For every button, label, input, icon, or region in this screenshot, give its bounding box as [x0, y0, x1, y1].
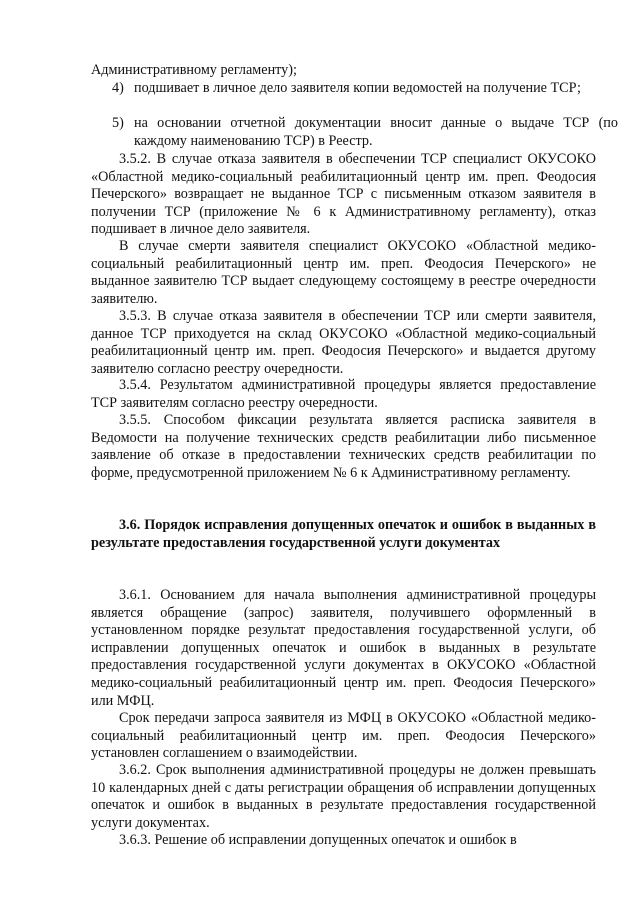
- list-item-text: подшивает в личное дело заявителя копии ведомостей на получение ТСР;: [134, 80, 582, 96]
- paragraph-3-5-2: 3.5.2. В случае отказа заявителя в обеспечении ТСР специалист ОКУСОКО «Областной медико-социальный реабилитационный центр им. преп. Феодосия Печерского» возвращает не выданное ТСР с письменным отказом заявителя в получении ТСР (приложение № 6 к Административному регламенту), отказ подшивает в личное дело заявителя.: [91, 151, 596, 238]
- paragraph-transfer-term: Срок передачи запроса заявителя из МФЦ в ОКУСОКО «Областной медико-социальный реабилитационный центр им. преп. Феодосия Печерского» установлен соглашением о взаимодействии.: [91, 710, 596, 762]
- list-item-4: [112, 80, 618, 98]
- list-item-text: на основании отчетной документации вносит данные о выдаче ТСР (по каждому наименованию ТСР) в Реестр.: [134, 115, 618, 149]
- list-item-5: [112, 115, 618, 150]
- paragraph-3-5-4: 3.5.4. Результатом административной процедуры является предоставление ТСР заявителям согласно реестру очередности.: [91, 377, 596, 411]
- paragraph-3-5-5: 3.5.5. Способом фиксации результата является расписка заявителя в Ведомости на получение технических средств реабилитации либо письменное заявление об отказе в предоставлении технических средств реабилитации по форме, предусмотренной приложением № 6 к Административному регламенту.: [91, 412, 596, 481]
- paragraph-continuation: Административному регламенту);: [91, 62, 297, 78]
- list-number: 5): [112, 115, 124, 131]
- paragraph-3-6-1: 3.6.1. Основанием для начала выполнения административной процедуры является обращение (запрос) заявителя, получившего оформленный в установленном порядке результат предоставления государственной услуги, об исправлении допущенных опечаток и ошибок в выданных в результате предоставления государственной услуги документах в ОКУСОКО «Областной медико-социальный реабилитационный центр им. преп. Феодосия Печерского» или МФЦ.: [91, 587, 596, 709]
- paragraph-3-6-3: 3.6.3. Решение об исправлении допущенных опечаток и ошибок в: [119, 832, 517, 848]
- section-heading-3-6: 3.6. Порядок исправления допущенных опечаток и ошибок в выданных в результате предоставления государственной услуги документах: [91, 517, 596, 551]
- paragraph-death-case: В случае смерти заявителя специалист ОКУСОКО «Областной медико-социальный реабилитационный центр им. преп. Феодосия Печерского» не выданное заявителю ТСР выдает следующему состоящему в реестре очередности заявителю.: [91, 238, 596, 307]
- paragraph-3-5-3: 3.5.3. В случае отказа заявителя в обеспечении ТСР или смерти заявителя, данное ТСР приходуется на склад ОКУСОКО «Областной медико-социальный реабилитационный центр им. преп. Феодосия Печерского» и выдается другому заявителю согласно реестру очередности.: [91, 308, 596, 377]
- paragraph-3-6-2: 3.6.2. Срок выполнения административной процедуры не должен превышать 10 календарных дней с даты регистрации обращения об исправлении допущенных опечаток и ошибок в выданных в результате предоставления государственной услуги документах.: [91, 762, 596, 831]
- list-number: 4): [112, 80, 124, 96]
